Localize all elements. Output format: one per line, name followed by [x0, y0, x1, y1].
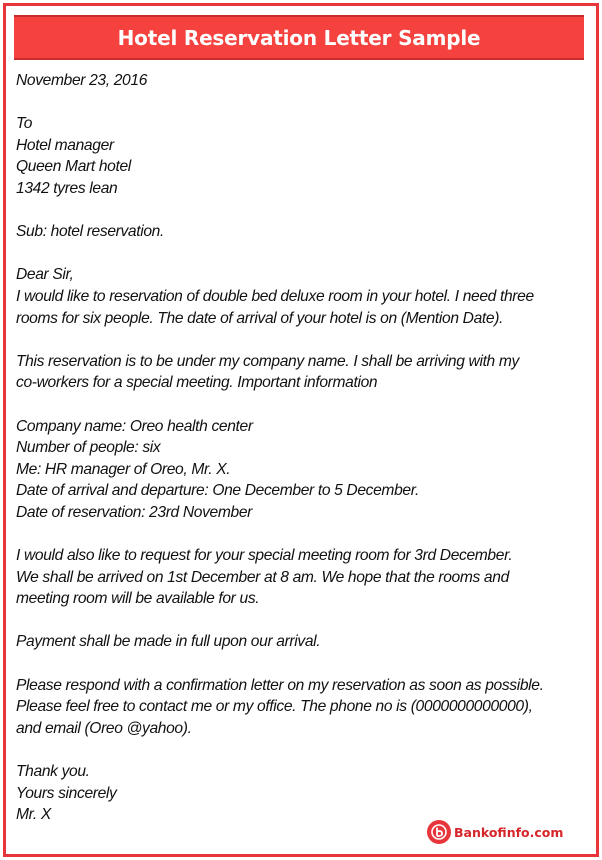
text-line: and email (Oreo @yahoo). [16, 719, 192, 737]
text-line: Payment shall be made in full upon our arrival. [16, 633, 321, 651]
detail-line: Date of arrival and departure: One December to 5 December. [16, 482, 419, 500]
detail-line: Number of people: six [16, 439, 161, 457]
detail-line: Company name: Oreo health center [16, 417, 253, 435]
detail-line: Me: HR manager of Oreo, Mr. X. [16, 460, 231, 478]
title-banner [14, 15, 584, 60]
recipient-line: 1342 tyres lean [16, 179, 118, 197]
subject-line: Sub: hotel reservation. [16, 223, 164, 241]
detail-line: Date of reservation: 23rd November [16, 503, 252, 521]
text-line: meeting room will be available for us. [16, 590, 260, 608]
signature: Mr. X [16, 806, 51, 824]
closing-line: Thank you. [16, 763, 90, 780]
paragraph-3 [16, 545, 590, 610]
recipient-line: Queen Mart hotel [16, 158, 131, 176]
text-line: Please respond with a confirmation letter on my reservation as soon as possible. [16, 676, 544, 694]
text-line: co-workers for a special meeting. Important information [16, 374, 378, 392]
letter-date [16, 70, 590, 92]
letter-body [16, 70, 590, 847]
bankofinfo-logo-icon [427, 820, 451, 844]
paragraph-5 [16, 675, 590, 740]
page-title: Hotel Reservation Letter Sample [117, 25, 481, 50]
closing-block [16, 761, 590, 826]
details-block [16, 416, 590, 524]
watermark-logo [427, 820, 563, 844]
watermark-text: Bankofinfo.com [454, 824, 564, 840]
paragraph-1 [16, 264, 590, 329]
closing-line: Yours sincerely [16, 784, 117, 802]
text-line: rooms for six people. The date of arrival of your hotel is on (Mention Date). [16, 309, 504, 327]
recipient-block [16, 113, 590, 199]
text-line: Please feel free to contact me or my office. The phone no is (0000000000000), [16, 698, 533, 716]
subject-block [16, 221, 590, 243]
text-line: We shall be arrived on 1st December at 8 am. We hope that the rooms and [16, 568, 509, 586]
text-line: I would like to reservation of double bed deluxe room in your hotel. I need three [16, 287, 534, 305]
date-line: November 23, 2016 [16, 72, 148, 89]
salutation: Dear Sir, [16, 266, 74, 284]
text-line: This reservation is to be under my company name. I shall be arriving with my [16, 352, 519, 370]
recipient-line: Hotel manager [16, 136, 114, 154]
recipient-line: To [16, 115, 33, 133]
text-line: I would also like to request for your special meeting room for 3rd December. [16, 547, 513, 565]
paragraph-2 [16, 351, 590, 394]
paragraph-4 [16, 631, 590, 653]
